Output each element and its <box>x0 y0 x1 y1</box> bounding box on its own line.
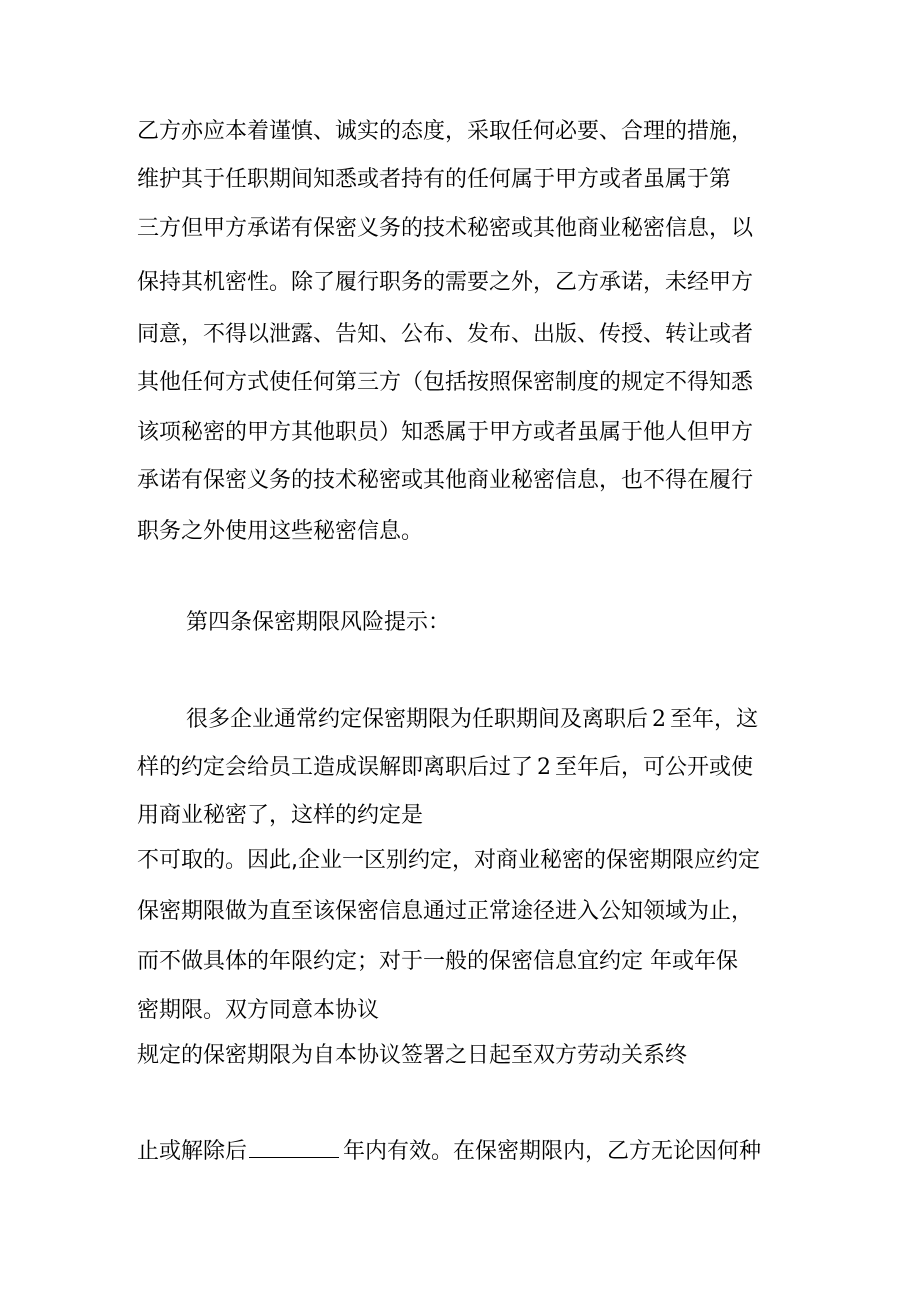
paragraph-line: 而不做具体的年限约定；对于一般的保密信息宜约定 年或年保 <box>137 949 738 974</box>
paragraph-line: 三方但甲方承诺有保密义务的技术秘密或其他商业秘密信息，以 <box>137 216 754 241</box>
section-heading: 第四条保密期限风险提示： <box>186 610 451 635</box>
paragraph-line: 保持其机密性。除了履行职务的需要之外，乙方承诺，未经甲方 <box>137 270 754 295</box>
paragraph-text: 至年，这 <box>670 707 759 732</box>
paragraph-line: 该项秘密的甲方其他职员）知悉属于甲方或者虽属于他人但甲方 <box>137 420 754 445</box>
paragraph-text: 样的约定会给员工造成误解即离职后过了 <box>137 755 534 780</box>
paragraph-line: 密期限。双方同意本协议 <box>137 998 380 1023</box>
paragraph-line: 规定的保密期限为自本协议签署之日起至双方劳动关系终 <box>137 1043 688 1068</box>
paragraph-line: 不可取的。因此,企业一区别约定，对商业秘密的保密期限应约定 <box>137 848 760 873</box>
paragraph-text: 至年后，可公开或使 <box>555 755 754 780</box>
paragraph-line <box>137 753 753 783</box>
paragraph-line: 乙方亦应本着谨慎、诚实的态度，采取任何必要、合理的措施， <box>137 119 754 144</box>
paragraph-line: 承诺有保密义务的技术秘密或其他商业秘密信息，也不得在履行 <box>137 468 754 493</box>
paragraph-line: 同意，不得以泄露、告知、公布、发布、出版、传授、转让或者 <box>137 322 754 347</box>
paragraph-line <box>186 705 758 735</box>
number: 2 <box>537 755 552 780</box>
paragraph-line: 保密期限做为直至该保密信息通过正常途径进入公知领域为止， <box>137 899 754 924</box>
paragraph-line <box>137 1137 761 1167</box>
fill-in-blank[interactable] <box>249 1139 339 1158</box>
paragraph-text: 年内有效。在保密期限内，乙方无论因何种 <box>343 1139 762 1164</box>
paragraph-line: 职务之外使用这些秘密信息。 <box>137 519 424 544</box>
paragraph-text: 止或解除后 <box>137 1139 248 1164</box>
paragraph-text: 很多企业通常约定保密期限为任职期间及离职后 <box>186 707 649 732</box>
number: 2 <box>652 707 667 732</box>
paragraph-line: 用商业秘密了，这样的约定是 <box>137 803 424 828</box>
paragraph-line: 维护其于任职期间知悉或者持有的任何属于甲方或者虽属于第 <box>137 167 732 192</box>
paragraph-line: 其他任何方式使任何第三方（包括按照保密制度的规定不得知悉 <box>137 370 754 395</box>
